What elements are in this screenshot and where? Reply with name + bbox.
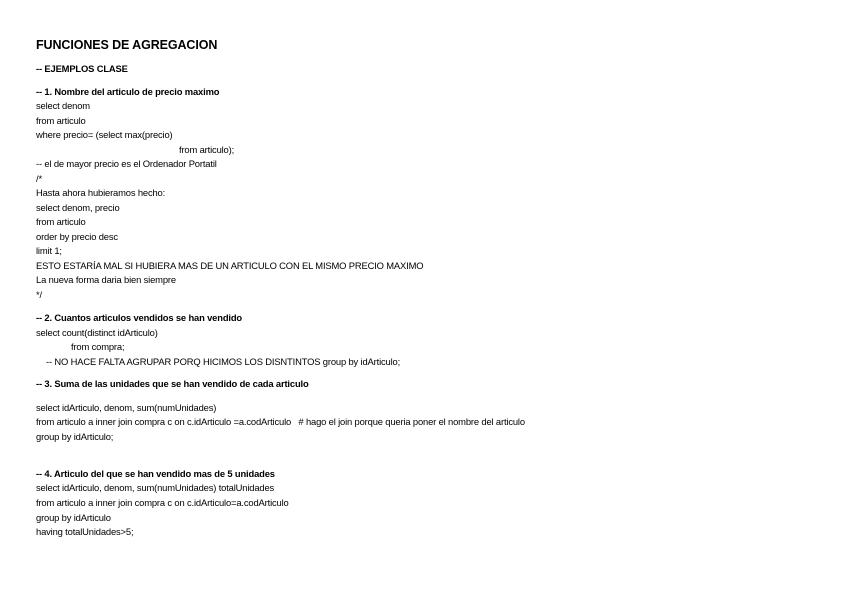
code-line: select denom, precio — [36, 202, 120, 213]
code-line: from articulo a inner join compra c on c.idArticulo=a.codArticulo — [36, 497, 289, 508]
code-line: order by precio desc — [36, 231, 118, 242]
section-heading-4: -- 4. Articulo del que se han vendido mas de 5 unidades — [36, 468, 275, 479]
code-line: from articulo); — [179, 144, 235, 155]
code-line: group by idArticulo — [36, 512, 111, 523]
code-comment: -- el de mayor precio es el Ordenador Portatil — [36, 158, 217, 169]
section-heading-2: -- 2. Cuantos articulos vendidos se han vendido — [36, 312, 243, 323]
code-line: select idArticulo, denom, sum(numUnidades) totalUnidades — [36, 482, 275, 493]
code-line: /* — [36, 173, 42, 184]
code-line: La nueva forma daria bien siempre — [36, 274, 176, 285]
code-line: ESTO ESTARÍA MAL SI HUBIERA MAS DE UN ARTICULO CON EL MISMO PRECIO MAXIMO — [36, 260, 424, 271]
section-heading-3: -- 3. Suma de las unidades que se han vendido de cada articulo — [36, 378, 309, 389]
code-line: from articulo — [36, 115, 86, 126]
code-line: having totalUnidades>5; — [36, 526, 134, 537]
code-line: from articulo — [36, 216, 86, 227]
code-line: from compra; — [71, 341, 125, 352]
comment-ejemplos-clase: -- EJEMPLOS CLASE — [36, 63, 128, 74]
code-line: limit 1; — [36, 245, 62, 256]
code-line: select denom — [36, 100, 90, 111]
code-line: Hasta ahora hubieramos hecho: — [36, 187, 166, 198]
page-title: FUNCIONES DE AGREGACION — [36, 38, 218, 52]
code-line: group by idArticulo; — [36, 431, 114, 442]
section-heading-1: -- 1. Nombre del articulo de precio maximo — [36, 86, 220, 97]
code-line: where precio= (select max(precio) — [36, 129, 173, 140]
code-line: select idArticulo, denom, sum(numUnidades) — [36, 402, 217, 413]
code-line: */ — [36, 289, 42, 300]
code-comment: -- NO HACE FALTA AGRUPAR PORQ HICIMOS LOS DISNTINTOS group by idArticulo; — [46, 356, 401, 367]
code-line: select count(distinct idArticulo) — [36, 327, 158, 338]
code-line: from articulo a inner join compra c on c.idArticulo =a.codArticulo # hago el join porque queria poner el nombre del articulo — [36, 416, 525, 427]
